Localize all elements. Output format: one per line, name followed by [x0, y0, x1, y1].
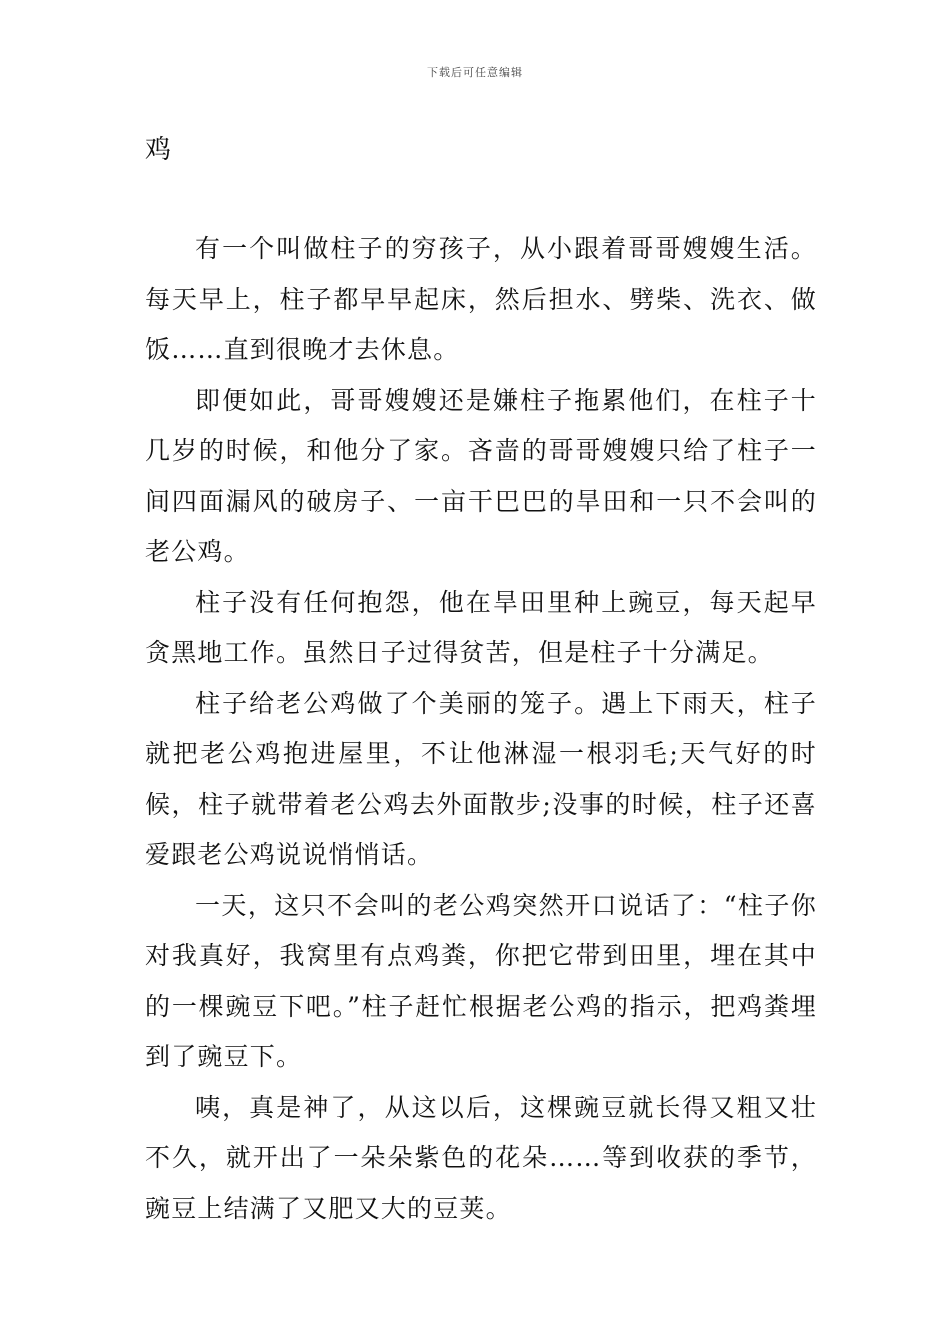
document-body	[145, 224, 817, 1234]
paragraph: 柱子没有任何抱怨，他在旱田里种上豌豆，每天起早贪黑地工作。虽然日子过得贫苦，但是柱子十分满足。	[145, 587, 817, 667]
document-title: 鸡	[145, 135, 172, 165]
paragraph: 即便如此，哥哥嫂嫂还是嫌柱子拖累他们，在柱子十几岁的时候，和他分了家。吝啬的哥哥嫂嫂只给了柱子一间四面漏风的破房子、一亩干巴巴的旱田和一只不会叫的老公鸡。	[145, 385, 817, 566]
paragraph: 柱子给老公鸡做了个美丽的笼子。遇上下雨天，柱子就把老公鸡抱进屋里，不让他淋湿一根羽毛;天气好的时候，柱子就带着老公鸡去外面散步;没事的时候，柱子还喜爱跟老公鸡说说悄悄话。	[145, 688, 817, 869]
paragraph: 一天，这只不会叫的老公鸡突然开口说话了：“柱子你对我真好，我窝里有点鸡粪，你把它带到田里，埋在其中的一棵豌豆下吧。”柱子赶忙根据老公鸡的指示，把鸡粪埋到了豌豆下。	[145, 890, 817, 1071]
paragraph: 有一个叫做柱子的穷孩子，从小跟着哥哥嫂嫂生活。每天早上，柱子都早早起床，然后担水、劈柴、洗衣、做饭……直到很晚才去休息。	[145, 234, 817, 364]
paragraph: 咦，真是神了，从这以后，这棵豌豆就长得又粗又壮不久，就开出了一朵朵紫色的花朵……等到收获的季节，豌豆上结满了又肥又大的豆荚。	[145, 1092, 817, 1223]
header-note: 下载后可任意编辑	[427, 66, 523, 79]
